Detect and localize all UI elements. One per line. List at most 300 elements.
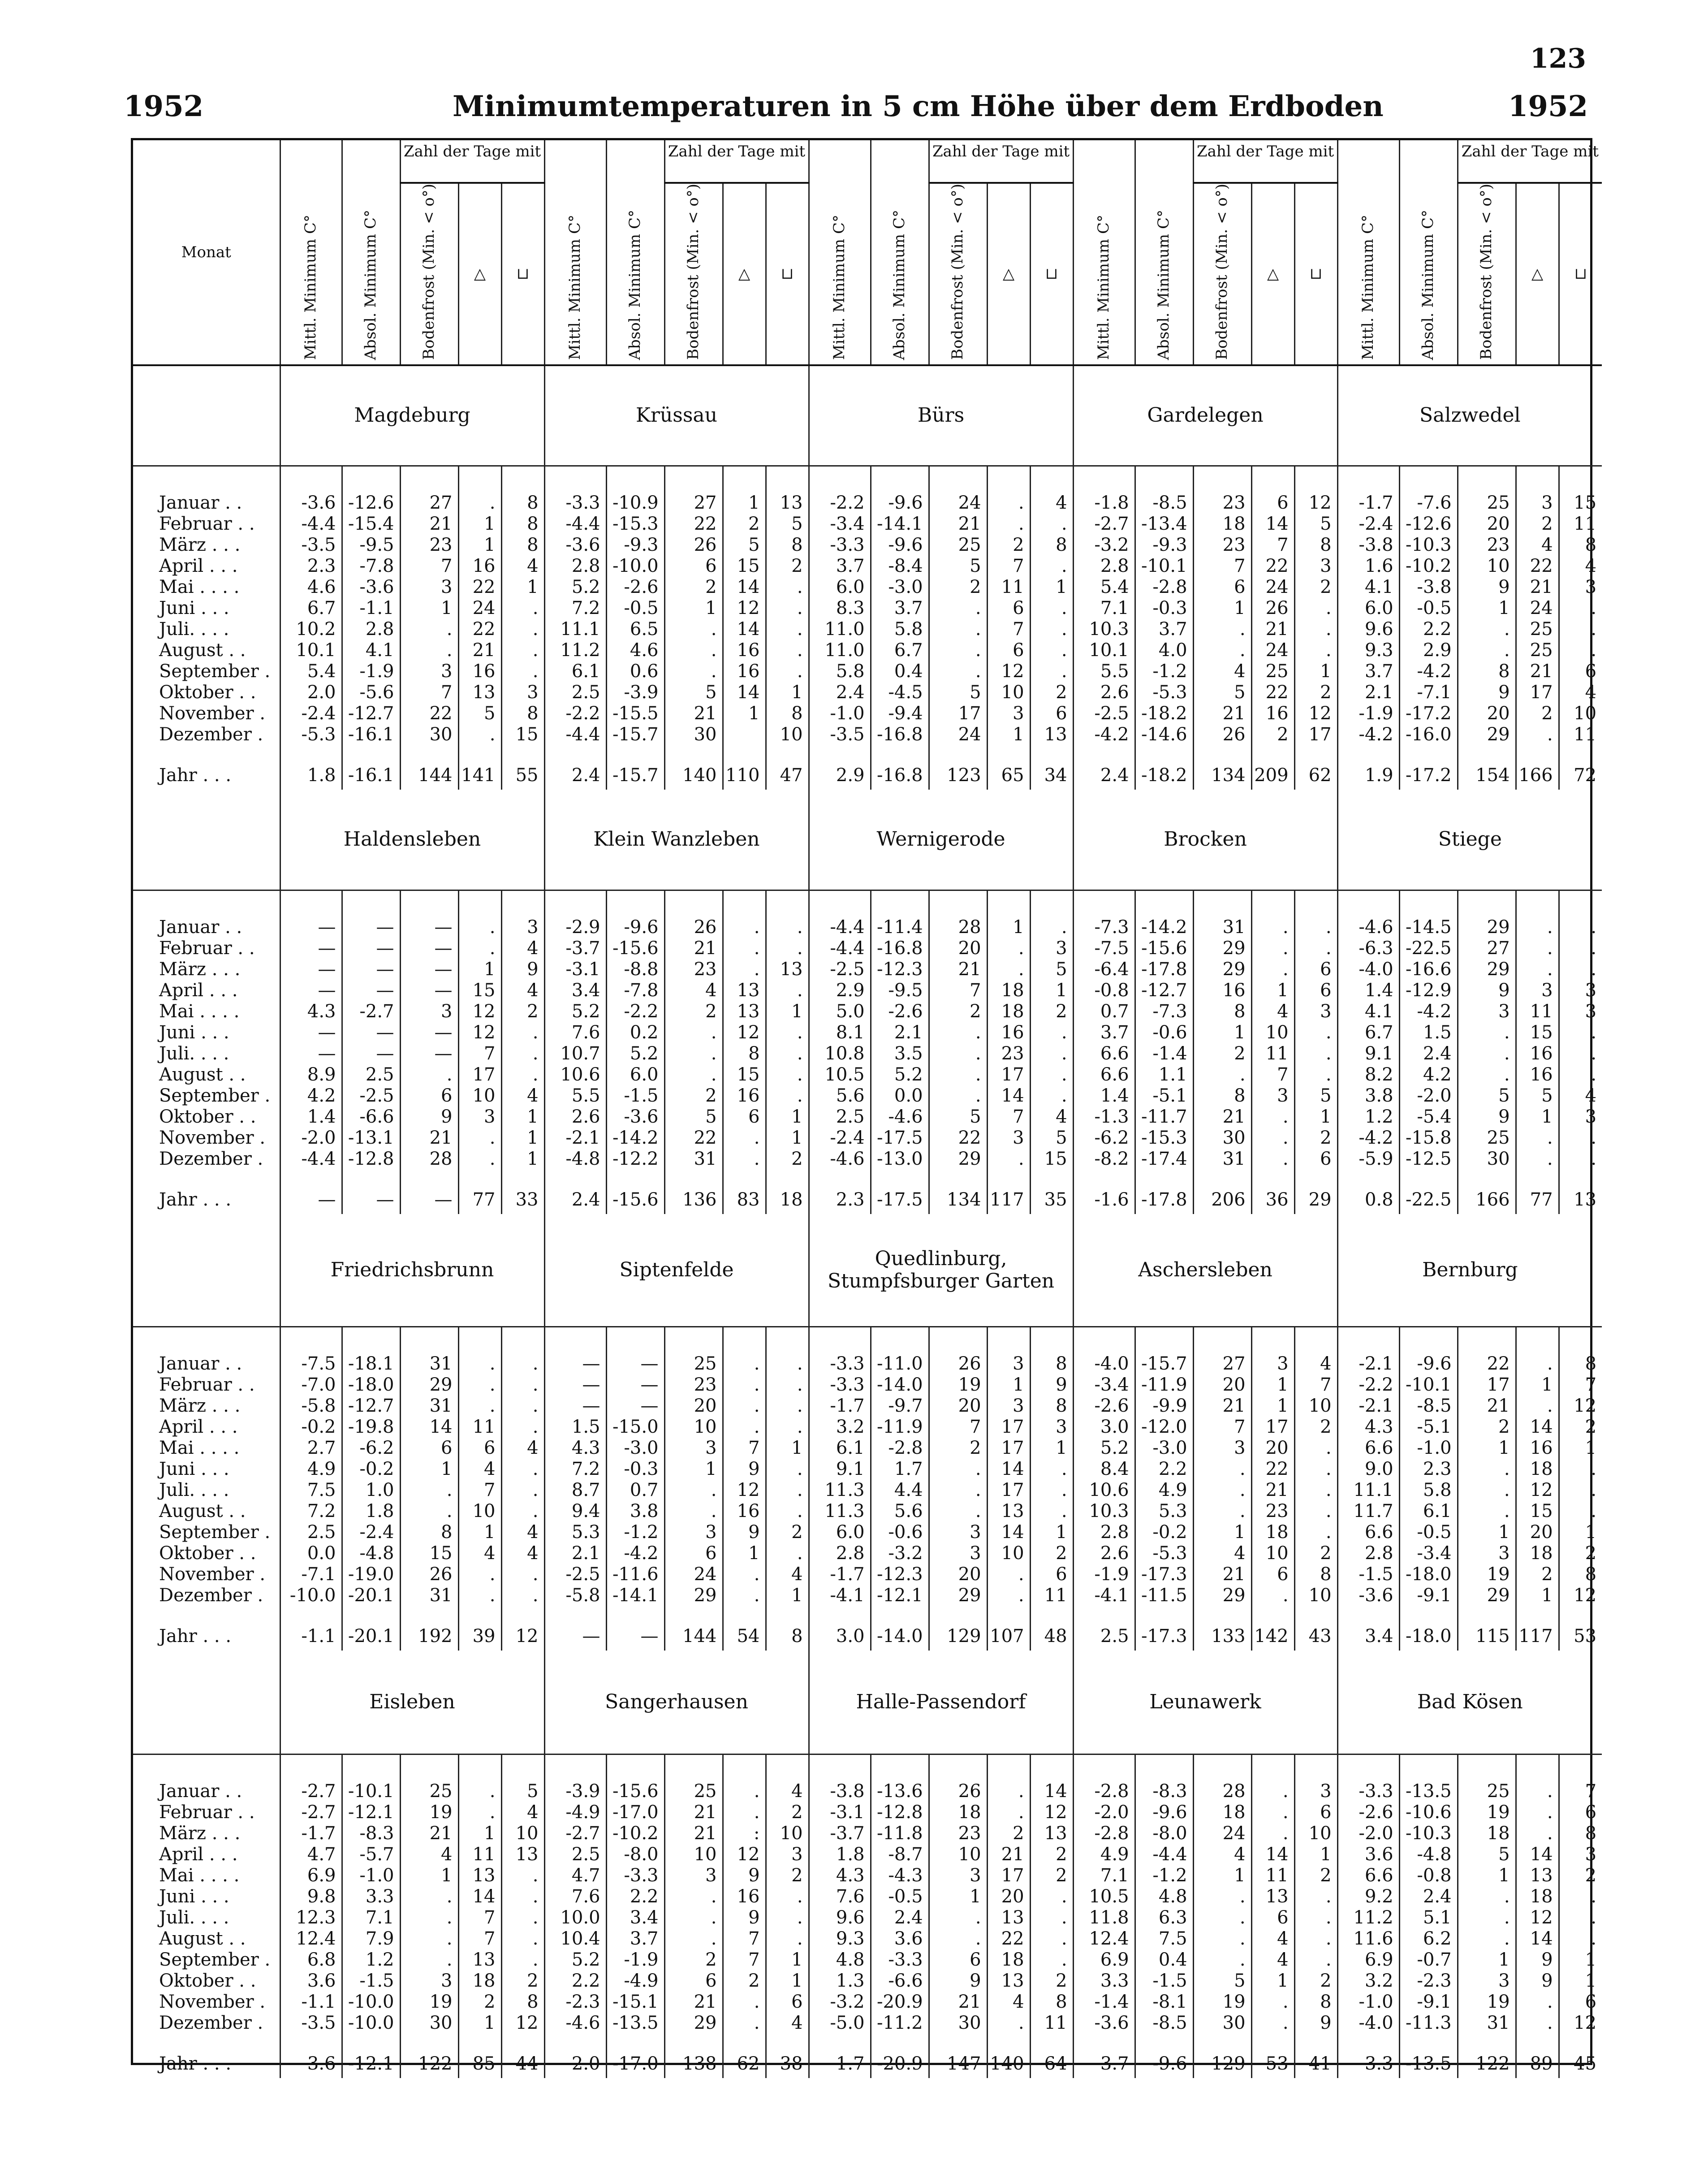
station-column-abs xyxy=(1399,1327,1458,1651)
station-column-abs xyxy=(606,890,664,1214)
station-name: Eisleben xyxy=(280,1651,544,1754)
absol-minimum-value: 3.6 xyxy=(894,1928,923,1949)
triangle-days: 18 xyxy=(1001,1001,1024,1022)
bodenfrost-days: 20 xyxy=(1222,1374,1246,1396)
triangle-days: . xyxy=(1282,938,1289,959)
cup-days: 11 xyxy=(1574,724,1597,745)
month-label: Oktober . . xyxy=(159,682,256,703)
bodenfrost-days: 7 xyxy=(970,1417,981,1438)
triangle-days: . xyxy=(754,1353,760,1374)
absol-minimum-value: -5.7 xyxy=(359,1844,394,1865)
station-column-a xyxy=(1516,1754,1559,2078)
absol-minimum-value: -12.6 xyxy=(1405,514,1452,535)
cup-days: . xyxy=(1591,619,1597,640)
mittl-minimum-value: 6.9 xyxy=(307,1865,336,1886)
cup-symbol-header: ⊔ xyxy=(766,183,809,365)
mittl-minimum-value: -2.6 xyxy=(1094,1396,1129,1417)
mittl-minimum-value: 10.0 xyxy=(560,1907,600,1928)
absol-minimum-value: -12.9 xyxy=(1405,980,1452,1001)
absol-minimum-value: 3.5 xyxy=(894,1043,923,1064)
bodenfrost-days: 25 xyxy=(1487,493,1510,514)
mittl-minimum-value: -2.6 xyxy=(1359,1802,1393,1823)
bodenfrost-days: 2 xyxy=(705,1001,717,1022)
triangle-days: 7 xyxy=(1277,1064,1289,1085)
mittl-minimum-value: 2.5 xyxy=(571,682,600,703)
absol-minimum-value: -18.1 xyxy=(348,1353,394,1374)
mittl-minimum-label: Mittl. Minimum C° xyxy=(566,214,584,360)
absol-minimum-label: Absol. Minimum C° xyxy=(890,209,909,360)
station-column-a xyxy=(1251,1327,1294,1651)
bodenfrost-days: . xyxy=(1239,1064,1246,1085)
absol-minimum-value: 4.8 xyxy=(1158,1886,1187,1907)
month-label: Oktober . . xyxy=(159,1543,256,1564)
mittl-minimum-value: 2.4 xyxy=(836,682,865,703)
mittl-minimum-value: -0.8 xyxy=(1094,980,1129,1001)
cup-days: 2 xyxy=(1320,1128,1332,1149)
absol-minimum-header xyxy=(606,140,664,365)
mittl-minimum-value: -2.9 xyxy=(565,917,600,938)
triangle-days: 9 xyxy=(748,1907,760,1928)
triangle-days: 13 xyxy=(737,980,760,1001)
bodenfrost-days: 29 xyxy=(1222,959,1246,980)
cup-days: . xyxy=(1061,1064,1067,1085)
triangle-days: 22 xyxy=(1001,1928,1024,1949)
absol-minimum-value: -1.4 xyxy=(1152,1043,1187,1064)
bodenfrost-days: 28 xyxy=(1222,1781,1246,1802)
absol-minimum-value: -20.1 xyxy=(348,1585,394,1606)
year-total-abs: -20.9 xyxy=(876,2053,923,2074)
absol-minimum-value: -17.5 xyxy=(876,1128,923,1149)
triangle-days: 24 xyxy=(1530,598,1553,619)
bodenfrost-days: 23 xyxy=(429,535,453,556)
cup-days: . xyxy=(1591,917,1597,938)
absol-minimum-value: 3.3 xyxy=(365,1886,394,1907)
bodenfrost-days: 22 xyxy=(1487,1353,1510,1374)
station-column-a xyxy=(458,466,501,790)
mittl-minimum-value: 4.8 xyxy=(836,1949,865,1971)
mittl-minimum-value: 2.3 xyxy=(307,556,336,577)
absol-minimum-header xyxy=(1399,140,1458,365)
absol-minimum-value: 2.5 xyxy=(365,1064,394,1085)
year-total-b: 64 xyxy=(1044,2053,1067,2074)
bodenfrost-days: . xyxy=(446,1886,453,1907)
mittl-minimum-value: -3.2 xyxy=(830,1992,865,2013)
absol-minimum-value: -12.8 xyxy=(348,1149,394,1170)
triangle-days: 15 xyxy=(1530,1022,1553,1043)
cup-days: 15 xyxy=(515,724,539,745)
year-total-b: 43 xyxy=(1308,1626,1332,1647)
month-label: November . xyxy=(159,703,266,724)
mittl-minimum-value: -1.7 xyxy=(830,1396,865,1417)
absol-minimum-value: -2.0 xyxy=(1417,1085,1452,1106)
absol-minimum-value: -17.8 xyxy=(1141,959,1187,980)
station-column-frost xyxy=(400,466,458,790)
year-total-mittl: 2.0 xyxy=(571,2053,600,2074)
bodenfrost-days: 21 xyxy=(1222,703,1246,724)
mittl-minimum-value: 5.2 xyxy=(571,1949,600,1971)
bodenfrost-days: 21 xyxy=(1222,1106,1246,1128)
triangle-days: . xyxy=(754,938,760,959)
cup-days: . xyxy=(532,1928,539,1949)
mittl-minimum-value: 1.4 xyxy=(1100,1085,1129,1106)
bodenfrost-days: 30 xyxy=(694,724,717,745)
cup-symbol-header: ⊔ xyxy=(1030,183,1073,365)
cup-days: 8 xyxy=(1320,1992,1332,2013)
mittl-minimum-value: 3.7 xyxy=(1100,1022,1129,1043)
year-total-mittl: 3.6 xyxy=(307,2053,336,2074)
station-column-frost xyxy=(400,1327,458,1651)
absol-minimum-value: 4.2 xyxy=(1423,1064,1452,1085)
cup-days: 4 xyxy=(1585,682,1597,703)
cup-days: . xyxy=(1591,1886,1597,1907)
absol-minimum-value: — xyxy=(376,917,394,938)
bodenfrost-header xyxy=(1193,183,1251,365)
mittl-minimum-value: -3.8 xyxy=(1359,535,1393,556)
absol-minimum-value: -2.4 xyxy=(359,1522,394,1543)
absol-minimum-value: -9.5 xyxy=(888,980,923,1001)
year-total-a: 77 xyxy=(1530,1189,1553,1210)
triangle-days: 24 xyxy=(1265,640,1289,661)
bodenfrost-days: 3 xyxy=(705,1865,717,1886)
triangle-days: 1 xyxy=(1013,1374,1024,1396)
bodenfrost-days: 1 xyxy=(705,1459,717,1480)
mittl-minimum-value: -3.1 xyxy=(830,1802,865,1823)
mittl-minimum-value: -1.9 xyxy=(1094,1564,1129,1585)
mittl-minimum-header xyxy=(1073,140,1135,365)
absol-minimum-value: -13.4 xyxy=(1141,514,1187,535)
bodenfrost-days: 4 xyxy=(1234,661,1246,682)
mittl-minimum-value: 10.3 xyxy=(1089,1501,1129,1522)
absol-minimum-value: -4.8 xyxy=(1417,1844,1452,1865)
cup-days: 10 xyxy=(780,724,803,745)
absol-minimum-value: -4.2 xyxy=(624,1543,659,1564)
absol-minimum-value: -16.8 xyxy=(876,724,923,745)
bodenfrost-days: . xyxy=(711,619,717,640)
triangle-days: 21 xyxy=(1530,661,1553,682)
month-label: Juni . . . xyxy=(159,1886,229,1907)
bodenfrost-days: 24 xyxy=(958,724,981,745)
cup-days: 3 xyxy=(1585,1001,1597,1022)
triangle-days: 10 xyxy=(472,1085,496,1106)
cup-days: 6 xyxy=(1320,1149,1332,1170)
year-total-b: 45 xyxy=(1574,2053,1597,2074)
triangle-days: . xyxy=(1282,1106,1289,1128)
triangle-days: 4 xyxy=(484,1459,496,1480)
cup-days: 4 xyxy=(527,1543,539,1564)
absol-minimum-value: -13.5 xyxy=(1405,1781,1452,1802)
triangle-symbol-header: △ xyxy=(723,183,766,365)
cup-days: 4 xyxy=(527,1085,539,1106)
bodenfrost-days: . xyxy=(446,640,453,661)
mittl-minimum-value: — xyxy=(318,1022,336,1043)
triangle-days: 14 xyxy=(1001,1085,1024,1106)
bodenfrost-days: 3 xyxy=(441,1001,453,1022)
absol-minimum-value: -1.5 xyxy=(359,1971,394,1992)
bodenfrost-days: . xyxy=(446,1064,453,1085)
station-column-frost xyxy=(1458,1754,1516,2078)
absol-minimum-value: -0.7 xyxy=(1417,1949,1452,1971)
triangle-days: 17 xyxy=(1001,1438,1024,1459)
bodenfrost-days: . xyxy=(711,1907,717,1928)
cup-days: . xyxy=(1061,1501,1067,1522)
station-column-mittl xyxy=(1073,1754,1135,2078)
bodenfrost-days: 24 xyxy=(1222,1823,1246,1844)
absol-minimum-value: -12.3 xyxy=(876,959,923,980)
mittl-minimum-value: 9.8 xyxy=(307,1886,336,1907)
month-label: März . . . xyxy=(159,959,241,980)
triangle-days: 1 xyxy=(484,514,496,535)
triangle-days: 17 xyxy=(472,1064,496,1085)
year-total-a: 107 xyxy=(990,1626,1024,1647)
absol-minimum-value: -15.0 xyxy=(612,1417,659,1438)
bodenfrost-days: 21 xyxy=(694,1992,717,2013)
month-label: August . . xyxy=(159,640,246,661)
triangle-days: 2 xyxy=(1013,535,1024,556)
cup-days: 4 xyxy=(527,556,539,577)
absol-minimum-value: -3.0 xyxy=(624,1438,659,1459)
bodenfrost-days: 7 xyxy=(441,682,453,703)
mittl-minimum-value: 11.0 xyxy=(824,619,865,640)
station-column-b xyxy=(1559,1754,1602,2078)
triangle-days: 3 xyxy=(1013,1396,1024,1417)
cup-days: 4 xyxy=(791,1564,803,1585)
year-total-mittl: 2.4 xyxy=(1100,765,1129,786)
bodenfrost-days: . xyxy=(1504,1480,1510,1501)
absol-minimum-value: -0.3 xyxy=(624,1459,659,1480)
cup-days: . xyxy=(1591,1149,1597,1170)
mittl-minimum-value: -4.2 xyxy=(1359,724,1393,745)
cup-days: 8 xyxy=(527,1992,539,2013)
station-column-abs xyxy=(1399,1754,1458,2078)
bodenfrost-days: . xyxy=(711,1022,717,1043)
cup-days: . xyxy=(532,1886,539,1907)
triangle-days: 2 xyxy=(748,1971,760,1992)
station-column-a xyxy=(987,1754,1030,2078)
bodenfrost-days: 1 xyxy=(705,598,717,619)
bodenfrost-days: 7 xyxy=(441,556,453,577)
cup-days: 6 xyxy=(1320,980,1332,1001)
cup-days: 6 xyxy=(1585,1802,1597,1823)
triangle-days: . xyxy=(489,1396,496,1417)
mittl-minimum-value: — xyxy=(318,1043,336,1064)
absol-minimum-value: 3.4 xyxy=(630,1907,659,1928)
mittl-minimum-value: 11.7 xyxy=(1353,1501,1393,1522)
triangle-days: 25 xyxy=(1265,661,1289,682)
station-name: Siptenfelde xyxy=(544,1214,809,1327)
station-column-frost xyxy=(929,890,987,1214)
station-column-b xyxy=(501,1754,544,2078)
year-total-abs: -18.0 xyxy=(1405,1626,1452,1647)
triangle-days: 22 xyxy=(472,619,496,640)
mittl-minimum-value: -4.1 xyxy=(1094,1585,1129,1606)
mittl-minimum-value: -3.6 xyxy=(1094,2013,1129,2034)
mittl-minimum-value: 2.8 xyxy=(571,556,600,577)
triangle-days: 2 xyxy=(1013,1823,1024,1844)
absol-minimum-value: -3.2 xyxy=(888,1543,923,1564)
mittl-minimum-value: 8.1 xyxy=(836,1022,865,1043)
absol-minimum-label: Absol. Minimum C° xyxy=(362,209,380,360)
bodenfrost-days: . xyxy=(1504,1886,1510,1907)
triangle-days: 1 xyxy=(1277,1971,1289,1992)
triangle-days: . xyxy=(1018,1781,1024,1802)
cup-days: 3 xyxy=(1585,1844,1597,1865)
month-blank-cell xyxy=(133,1651,280,1754)
bodenfrost-days: 20 xyxy=(1487,703,1510,724)
cup-days: 2 xyxy=(1585,1543,1597,1564)
station-column-frost xyxy=(1193,890,1251,1214)
triangle-days: 1 xyxy=(484,2013,496,2034)
bodenfrost-days: 2 xyxy=(705,1085,717,1106)
year-total-abs: -13.5 xyxy=(1405,2053,1452,2074)
triangle-days: 14 xyxy=(1265,1844,1289,1865)
absol-minimum-value: -5.1 xyxy=(1152,1085,1187,1106)
absol-minimum-value: -17.3 xyxy=(1141,1564,1187,1585)
mittl-minimum-value: -4.4 xyxy=(830,917,865,938)
bodenfrost-days: 2 xyxy=(705,1949,717,1971)
triangle-days: . xyxy=(754,1374,760,1396)
mittl-minimum-value: -3.6 xyxy=(301,493,336,514)
cup-days: 1 xyxy=(791,1438,803,1459)
cup-symbol-header: ⊔ xyxy=(1559,183,1602,365)
triangle-days: . xyxy=(1547,959,1553,980)
cup-days: 5 xyxy=(791,514,803,535)
bodenfrost-days: 25 xyxy=(1487,1128,1510,1149)
bodenfrost-days: 18 xyxy=(1487,1823,1510,1844)
triangle-days: 4 xyxy=(1541,535,1553,556)
triangle-days: . xyxy=(754,1564,760,1585)
absol-minimum-value: -9.3 xyxy=(624,535,659,556)
station-column-frost xyxy=(400,1754,458,2078)
triangle-days: 1 xyxy=(484,959,496,980)
triangle-days: 1 xyxy=(1277,1374,1289,1396)
mittl-minimum-value: -3.3 xyxy=(830,1353,865,1374)
mittl-minimum-value: 1.5 xyxy=(571,1417,600,1438)
year-total-abs: -16.1 xyxy=(348,765,394,786)
cup-days: 8 xyxy=(1056,535,1067,556)
cup-days: 15 xyxy=(1574,493,1597,514)
mittl-minimum-value: 6.6 xyxy=(1100,1043,1129,1064)
station-column-b xyxy=(1030,1327,1073,1651)
mittl-minimum-value: -3.2 xyxy=(1094,535,1129,556)
bodenfrost-days: 10 xyxy=(694,1844,717,1865)
absol-minimum-value: -10.6 xyxy=(1405,1802,1452,1823)
cup-days: 3 xyxy=(527,682,539,703)
absol-minimum-value: -14.1 xyxy=(876,514,923,535)
bodenfrost-days: . xyxy=(975,1064,981,1085)
absol-minimum-value: -2.8 xyxy=(1152,577,1187,598)
cup-days: 4 xyxy=(1585,1085,1597,1106)
triangle-days: . xyxy=(1018,2013,1024,2034)
triangle-days: 13 xyxy=(1001,1501,1024,1522)
triangle-days: 17 xyxy=(1265,1417,1289,1438)
station-column-b xyxy=(501,1327,544,1651)
mittl-minimum-value: 5.4 xyxy=(1100,577,1129,598)
mittl-minimum-value: 1.6 xyxy=(1364,556,1393,577)
bodenfrost-days: 8 xyxy=(1498,661,1510,682)
year-total-b: 8 xyxy=(791,1626,803,1647)
triangle-days: 14 xyxy=(1001,1522,1024,1543)
triangle-days: . xyxy=(1547,1396,1553,1417)
cup-days: 2 xyxy=(1320,577,1332,598)
mittl-minimum-value: 0.7 xyxy=(1100,1001,1129,1022)
triangle-days: 2 xyxy=(1541,703,1553,724)
absol-minimum-value: 1.8 xyxy=(365,1501,394,1522)
mittl-minimum-value: 6.6 xyxy=(1364,1522,1393,1543)
mittl-minimum-value: 8.4 xyxy=(1100,1459,1129,1480)
absol-minimum-value: -7.1 xyxy=(1417,682,1452,703)
triangle-days: 13 xyxy=(1001,1971,1024,1992)
bodenfrost-days: 9 xyxy=(1498,980,1510,1001)
year-total-a: 62 xyxy=(737,2053,760,2074)
mittl-minimum-value: -1.4 xyxy=(1094,1992,1129,2013)
cup-days: 7 xyxy=(1585,1374,1597,1396)
mittl-minimum-value: -4.4 xyxy=(301,514,336,535)
cup-days: 1 xyxy=(791,682,803,703)
triangle-days: 16 xyxy=(737,1085,760,1106)
triangle-days: 1 xyxy=(748,1543,760,1564)
bodenfrost-days: 2 xyxy=(970,1438,981,1459)
cup-days: . xyxy=(1325,1928,1332,1949)
cup-days: 13 xyxy=(1044,1823,1067,1844)
cup-days: 1 xyxy=(1320,1106,1332,1128)
station-column-a xyxy=(723,1327,766,1651)
absol-minimum-value: -10.0 xyxy=(612,556,659,577)
mittl-minimum-value: — xyxy=(582,1396,600,1417)
mittl-minimum-value: 6.8 xyxy=(307,1949,336,1971)
month-label: Mai . . . . xyxy=(159,1438,240,1459)
mittl-minimum-value: 11.8 xyxy=(1089,1907,1129,1928)
bodenfrost-days: . xyxy=(1239,1949,1246,1971)
mittl-minimum-value: -5.8 xyxy=(301,1396,336,1417)
station-column-abs xyxy=(1135,1327,1193,1651)
mittl-minimum-value: -3.1 xyxy=(565,959,600,980)
triangle-days: . xyxy=(1282,1992,1289,2013)
absol-minimum-value: -12.1 xyxy=(876,1585,923,1606)
cup-days: . xyxy=(797,1353,803,1374)
station-column-frost xyxy=(1458,890,1516,1214)
bodenfrost-days: . xyxy=(711,1480,717,1501)
bodenfrost-days: . xyxy=(1239,1480,1246,1501)
cup-days: . xyxy=(532,661,539,682)
year-total-a: 117 xyxy=(990,1189,1024,1210)
bodenfrost-days: . xyxy=(975,619,981,640)
cup-days: . xyxy=(532,598,539,619)
cup-days: 10 xyxy=(1308,1823,1332,1844)
triangle-symbol-header: △ xyxy=(987,183,1030,365)
bodenfrost-days: . xyxy=(711,1043,717,1064)
data-grid xyxy=(133,140,1602,2078)
mittl-minimum-value: 6.0 xyxy=(1364,598,1393,619)
mittl-minimum-value: 7.5 xyxy=(307,1480,336,1501)
absol-minimum-value: -9.6 xyxy=(888,535,923,556)
absol-minimum-value: -12.5 xyxy=(1405,1149,1452,1170)
station-column-mittl xyxy=(544,1754,606,2078)
cup-days: . xyxy=(532,1459,539,1480)
cup-days: 4 xyxy=(1056,1106,1067,1128)
absol-minimum-value: -15.7 xyxy=(612,724,659,745)
absol-minimum-label: Absol. Minimum C° xyxy=(1155,209,1173,360)
absol-minimum-value: 5.6 xyxy=(894,1501,923,1522)
cup-days: 2 xyxy=(791,1522,803,1543)
cup-days: 3 xyxy=(1320,1781,1332,1802)
triangle-days: . xyxy=(1018,1149,1024,1170)
year-total-abs: — xyxy=(640,1626,659,1647)
triangle-days: 3 xyxy=(1277,1353,1289,1374)
bodenfrost-days: 1 xyxy=(970,1886,981,1907)
cup-days: 3 xyxy=(791,1844,803,1865)
bodenfrost-days: 5 xyxy=(970,556,981,577)
triangle-days: . xyxy=(754,917,760,938)
